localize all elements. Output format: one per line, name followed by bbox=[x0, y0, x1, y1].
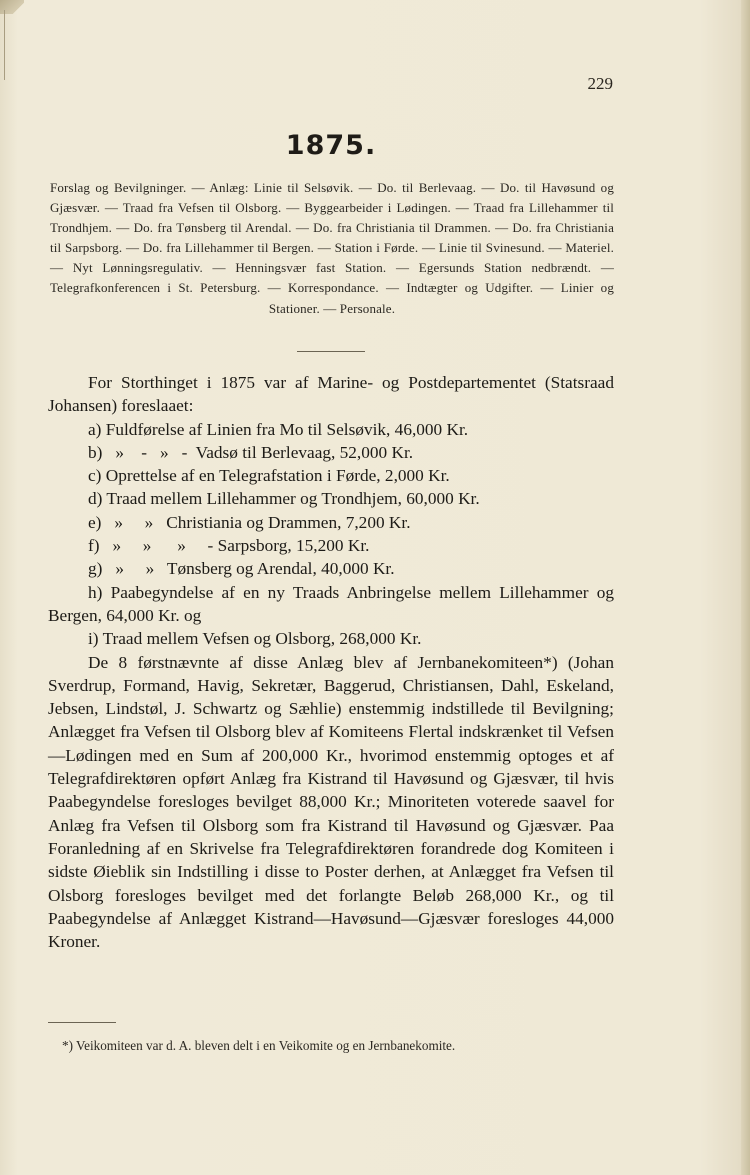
footnote-divider bbox=[48, 1022, 116, 1023]
list-item: e) » » Christiania og Drammen, 7,200 Kr. bbox=[88, 512, 411, 532]
list-item: d) Traad mellem Lillehammer og Trondhjem, 60,000 Kr. bbox=[88, 489, 480, 509]
list-item: g) » » Tønsberg og Arendal, 40,000 Kr. bbox=[88, 559, 395, 579]
list-item: a) Fuldførelse af Linien fra Mo til Selsøvik, 46,000 Kr. bbox=[88, 419, 469, 439]
intro-paragraph: For Storthinget i 1875 var af Marine- og Postdepartementet (Statsraad Johansen) foreslaaet: bbox=[48, 373, 614, 416]
chapter-summary: Forslag og Bevilgninger. — Anlæg: Linie til Selsøvik. — Do. til Berlevaag. — Do. til Havøsund og Gjæsvær. — Traad fra Vefsen til Olsborg. — Byggearbeider i Lødingen. — Traad fra Lillehammer til Trondhjem. — Do. fra Tønsberg til Arendal. — Do. fra Christiania til Drammen. — Do. fra Christiania til Sarpsborg. — Do. fra Lillehammer til Bergen. — Station i Førde. — Linie til Svinesund. — Materiel. — Nyt Lønningsregulativ. — Henningsvær fast Station. — Egersunds Station nedbrændt. — Telegrafkonferencen i St. Petersburg. — Korrespondance. — Indtægter og Udgifter. — Linier og Stationer. — Personale. bbox=[50, 180, 614, 316]
section-divider bbox=[297, 351, 365, 352]
main-paragraph: De 8 førstnævnte af disse Anlæg blev af Jernbanekomiteen*) (Johan Sverdrup, Formand, Havig, Sekretær, Baggerud, Christiansen, Dahl, Eskeland, Jebsen, Lindstøl, J. Schwartz og Sæhlie) enstemmig indstillede til Bevilgning; Anlægget fra Vefsen til Olsborg blev af Komiteens Flertal indskrænket til Vefsen—Lødingen med en Sum af 200,000 Kr., hvorimod enstemmig optoges et af Telegrafdirektøren opført Anlæg fra Kistrand til Havøsund og Gjæsvær, til hvis Paabegyndelse foresloges bevilget 88,000 Kr.; Minoriteten voterede saavel for Anlæg fra Vefsen til Olsborg som fra Kistrand til Havøsund og Gjæsvær. Paa Foranledning af en Skrivelse fra Telegrafdirektøren forandrede dog Komiteen i sidste Øieblik sin Indstilling i disse to Poster derhen, at Anlægget fra Vefsen til Olsborg foresloges bevilget med det forlangte Beløb 268,000 Kr., og til Paabegyndelse af Anlægget Kistrand—Havøsund—Gjæsvær foresloges 44,000 Kroner. bbox=[48, 652, 614, 952]
year-heading: 1875. bbox=[285, 130, 377, 161]
list-item-i: i) Traad mellem Vefsen og Olsborg, 268,000 Kr. bbox=[88, 629, 422, 649]
page-edge-mark bbox=[4, 10, 5, 80]
body-text bbox=[48, 371, 614, 953]
page-number: 229 bbox=[587, 74, 613, 93]
footnote: *) Veikomiteen var d. A. bleven delt i en Veikomite og en Jernbanekomite. bbox=[62, 1038, 456, 1053]
list-item: c) Oprettelse af en Telegrafstation i Førde, 2,000 Kr. bbox=[88, 466, 450, 486]
list-item-h: h) Paabegyndelse af en ny Traads Anbringelse mellem Lillehammer og Bergen, 64,000 Kr. og bbox=[48, 582, 614, 625]
list-item: b) » - » - Vadsø til Berlevaag, 52,000 Kr. bbox=[88, 442, 414, 462]
list-item: f) » » » - Sarpsborg, 15,200 Kr. bbox=[88, 536, 370, 556]
page-edge-shadow bbox=[741, 0, 750, 1175]
